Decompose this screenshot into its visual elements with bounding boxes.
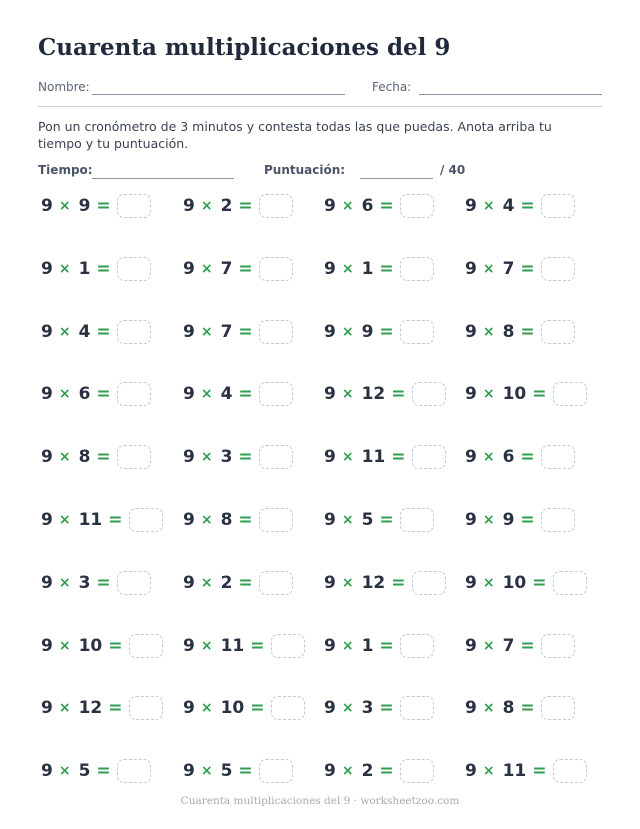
multiplicand: 9	[183, 761, 195, 782]
multiply-sign: ×	[58, 512, 71, 528]
multiplier: 9	[361, 321, 374, 342]
answer-box[interactable]	[541, 508, 575, 532]
multiplier: 4	[502, 196, 515, 216]
multiplicand: 9	[41, 447, 53, 468]
multiply-sign: ×	[482, 512, 495, 528]
multiplier: 12	[361, 572, 386, 593]
multiply-sign: ×	[58, 323, 71, 340]
multiplicand: 9	[465, 321, 477, 342]
equals-sign: =	[108, 510, 123, 530]
equals-sign: =	[96, 321, 111, 342]
multiply-sign: ×	[200, 449, 213, 466]
time-line[interactable]	[92, 178, 234, 179]
problem-item	[41, 381, 151, 407]
problem-item	[183, 695, 305, 721]
equals-sign: =	[238, 447, 253, 468]
multiplicand: 9	[465, 258, 477, 279]
multiplier: 10	[78, 635, 103, 656]
equals-sign: =	[520, 196, 535, 216]
equals-sign: =	[108, 698, 123, 719]
answer-box[interactable]	[541, 320, 575, 344]
multiply-sign: ×	[482, 260, 495, 277]
equals-sign: =	[238, 196, 253, 216]
equals-sign: =	[96, 761, 111, 782]
equals-sign: =	[96, 196, 111, 216]
multiply-sign: ×	[58, 700, 71, 717]
date-label: Fecha:	[372, 80, 412, 94]
multiply-sign: ×	[58, 574, 71, 591]
multiplier: 8	[502, 698, 515, 719]
multiplicand: 9	[183, 510, 195, 530]
multiply-sign: ×	[58, 386, 71, 403]
problem-item	[41, 256, 151, 282]
multiplier: 8	[220, 510, 233, 530]
multiplicand: 9	[41, 321, 53, 342]
equals-sign: =	[379, 258, 394, 279]
multiplicand: 9	[41, 384, 53, 405]
answer-box[interactable]	[541, 445, 575, 469]
multiply-sign: ×	[58, 449, 71, 466]
equals-sign: =	[391, 384, 406, 405]
problem-item	[183, 256, 293, 282]
multiplier: 7	[502, 635, 515, 656]
multiply-sign: ×	[482, 449, 495, 466]
multiply-sign: ×	[341, 763, 354, 780]
equals-sign: =	[238, 572, 253, 593]
multiplier: 9	[78, 196, 91, 216]
equals-sign: =	[96, 447, 111, 468]
problem-item	[41, 633, 163, 659]
score-line[interactable]	[360, 178, 433, 179]
multiplier: 4	[220, 384, 233, 405]
multiplicand: 9	[324, 258, 336, 279]
multiply-sign: ×	[482, 637, 495, 654]
multiplicand: 9	[324, 447, 336, 468]
equals-sign: =	[96, 258, 111, 279]
multiplier: 5	[220, 761, 233, 782]
multiply-sign: ×	[482, 574, 495, 591]
answer-box[interactable]	[412, 382, 446, 406]
multiplier: 2	[220, 196, 233, 216]
answer-box[interactable]	[553, 571, 587, 595]
multiplier: 8	[78, 447, 91, 468]
multiplicand: 9	[183, 698, 195, 719]
problem-item	[324, 381, 446, 407]
multiplier: 5	[361, 510, 374, 530]
answer-box[interactable]	[259, 445, 293, 469]
answer-box[interactable]	[117, 445, 151, 469]
multiply-sign: ×	[200, 763, 213, 780]
multiplicand: 9	[324, 510, 336, 530]
page-title: Cuarenta multiplicaciones del 9	[38, 34, 451, 61]
multiplicand: 9	[465, 698, 477, 719]
equals-sign: =	[520, 321, 535, 342]
equals-sign: =	[238, 384, 253, 405]
multiplicand: 9	[183, 447, 195, 468]
time-label: Tiempo:	[38, 163, 93, 177]
multiply-sign: ×	[341, 198, 354, 214]
multiplier: 7	[502, 258, 515, 279]
problem-item	[465, 758, 587, 784]
problem-item	[324, 695, 434, 721]
multiply-sign: ×	[58, 763, 71, 780]
multiply-sign: ×	[200, 512, 213, 528]
problem-item	[41, 507, 163, 533]
date-line[interactable]	[419, 94, 602, 95]
answer-box[interactable]	[412, 445, 446, 469]
multiplier: 7	[220, 258, 233, 279]
multiplier: 2	[220, 572, 233, 593]
answer-box[interactable]	[271, 634, 305, 658]
multiplicand: 9	[465, 761, 477, 782]
answer-box[interactable]	[259, 382, 293, 406]
problem-item	[183, 570, 293, 596]
equals-sign: =	[250, 635, 265, 656]
answer-box[interactable]	[117, 571, 151, 595]
multiplier: 1	[361, 258, 374, 279]
multiplier: 3	[78, 572, 91, 593]
equals-sign: =	[379, 761, 394, 782]
answer-box[interactable]	[259, 194, 293, 218]
answer-box[interactable]	[400, 508, 434, 532]
multiplicand: 9	[324, 698, 336, 719]
multiplier: 10	[502, 384, 527, 405]
answer-box[interactable]	[541, 194, 575, 218]
problem-item	[465, 193, 575, 219]
multiplicand: 9	[41, 698, 53, 719]
multiplicand: 9	[41, 258, 53, 279]
answer-box[interactable]	[259, 320, 293, 344]
multiplier: 7	[220, 321, 233, 342]
multiplier: 11	[220, 635, 245, 656]
multiplier: 8	[502, 321, 515, 342]
problem-item	[465, 507, 575, 533]
problem-item	[324, 193, 434, 219]
problem-item	[183, 633, 305, 659]
problem-item	[41, 193, 151, 219]
equals-sign: =	[96, 572, 111, 593]
name-line[interactable]	[92, 94, 345, 95]
multiplier: 3	[220, 447, 233, 468]
multiplier: 4	[78, 321, 91, 342]
multiply-sign: ×	[341, 512, 354, 528]
multiplicand: 9	[324, 321, 336, 342]
answer-box[interactable]	[400, 194, 434, 218]
multiplicand: 9	[183, 258, 195, 279]
problem-item	[41, 444, 151, 470]
multiply-sign: ×	[482, 323, 495, 340]
equals-sign: =	[238, 510, 253, 530]
equals-sign: =	[391, 572, 406, 593]
answer-box[interactable]	[400, 320, 434, 344]
problem-item	[324, 507, 434, 533]
problem-item	[324, 319, 434, 345]
multiplicand: 9	[183, 635, 195, 656]
answer-box[interactable]	[541, 634, 575, 658]
multiplicand: 9	[324, 761, 336, 782]
answer-box[interactable]	[541, 696, 575, 720]
multiply-sign: ×	[482, 763, 495, 780]
multiplier: 3	[361, 698, 374, 719]
multiply-sign: ×	[58, 637, 71, 654]
answer-box[interactable]	[553, 382, 587, 406]
multiplier: 6	[361, 196, 374, 216]
problem-item	[465, 256, 575, 282]
answer-box[interactable]	[117, 194, 151, 218]
multiply-sign: ×	[200, 574, 213, 591]
answer-box[interactable]	[271, 696, 305, 720]
multiplicand: 9	[41, 635, 53, 656]
equals-sign: =	[379, 196, 394, 216]
problem-item	[465, 381, 587, 407]
answer-box[interactable]	[117, 257, 151, 281]
problem-item	[324, 256, 434, 282]
answer-box[interactable]	[129, 696, 163, 720]
multiplicand: 9	[183, 572, 195, 593]
equals-sign: =	[520, 635, 535, 656]
equals-sign: =	[520, 510, 535, 530]
multiplier: 10	[220, 698, 245, 719]
multiplier: 2	[361, 761, 374, 782]
multiply-sign: ×	[341, 386, 354, 403]
equals-sign: =	[391, 447, 406, 468]
multiply-sign: ×	[341, 260, 354, 277]
instructions: Pon un cronómetro de 3 minutos y contesta todas las que puedas. Anota arriba tu tiempo y tu puntuación.	[38, 119, 552, 151]
equals-sign: =	[520, 698, 535, 719]
equals-sign: =	[108, 635, 123, 656]
answer-box[interactable]	[117, 320, 151, 344]
answer-box[interactable]	[400, 634, 434, 658]
multiplier: 11	[78, 510, 103, 530]
multiplicand: 9	[324, 384, 336, 405]
problem-item	[183, 758, 293, 784]
multiplier: 10	[502, 572, 527, 593]
multiplicand: 9	[183, 384, 195, 405]
answer-box[interactable]	[259, 508, 293, 532]
multiply-sign: ×	[341, 574, 354, 591]
multiply-sign: ×	[482, 198, 495, 214]
problem-item	[183, 381, 293, 407]
answer-box[interactable]	[412, 571, 446, 595]
multiplier: 9	[502, 510, 515, 530]
problem-item	[324, 444, 446, 470]
multiplicand: 9	[324, 635, 336, 656]
multiplicand: 9	[324, 572, 336, 593]
multiply-sign: ×	[482, 700, 495, 717]
answer-box[interactable]	[117, 759, 151, 783]
multiplicand: 9	[465, 510, 477, 530]
footer: Cuarenta multiplicaciones del 9 · worksheetzoo.com	[180, 795, 460, 807]
problem-item	[465, 695, 575, 721]
equals-sign: =	[520, 258, 535, 279]
multiply-sign: ×	[482, 386, 495, 403]
multiply-sign: ×	[341, 323, 354, 340]
multiplier: 1	[78, 258, 91, 279]
problem-item	[41, 758, 151, 784]
multiply-sign: ×	[341, 637, 354, 654]
multiplicand: 9	[465, 635, 477, 656]
answer-box[interactable]	[259, 759, 293, 783]
multiply-sign: ×	[200, 700, 213, 717]
multiplier: 12	[361, 384, 386, 405]
problem-item	[41, 570, 151, 596]
multiply-sign: ×	[200, 386, 213, 403]
name-label: Nombre:	[38, 80, 90, 94]
answer-box[interactable]	[541, 257, 575, 281]
multiplicand: 9	[465, 447, 477, 468]
answer-box[interactable]	[553, 759, 587, 783]
problem-item	[41, 695, 163, 721]
score-total: / 40	[440, 163, 466, 177]
multiplicand: 9	[183, 321, 195, 342]
multiplicand: 9	[183, 196, 195, 216]
multiplicand: 9	[465, 572, 477, 593]
problem-item	[465, 633, 575, 659]
equals-sign: =	[532, 761, 547, 782]
problem-item	[183, 507, 293, 533]
multiply-sign: ×	[200, 198, 213, 214]
multiply-sign: ×	[200, 260, 213, 277]
equals-sign: =	[379, 321, 394, 342]
multiplier: 1	[361, 635, 374, 656]
problem-item	[41, 319, 151, 345]
header-divider	[38, 106, 602, 107]
problem-item	[465, 444, 575, 470]
multiplier: 6	[78, 384, 91, 405]
problem-item	[324, 570, 446, 596]
answer-box[interactable]	[129, 634, 163, 658]
equals-sign: =	[520, 447, 535, 468]
multiply-sign: ×	[341, 449, 354, 466]
equals-sign: =	[379, 698, 394, 719]
answer-box[interactable]	[400, 759, 434, 783]
equals-sign: =	[96, 384, 111, 405]
answer-box[interactable]	[259, 257, 293, 281]
problem-item	[183, 319, 293, 345]
equals-sign: =	[238, 321, 253, 342]
answer-box[interactable]	[117, 382, 151, 406]
equals-sign: =	[532, 572, 547, 593]
equals-sign: =	[379, 635, 394, 656]
multiplier: 11	[502, 761, 527, 782]
problem-item	[465, 319, 575, 345]
equals-sign: =	[379, 510, 394, 530]
multiply-sign: ×	[200, 323, 213, 340]
multiplicand: 9	[41, 196, 53, 216]
score-label: Puntuación:	[264, 163, 346, 177]
multiply-sign: ×	[200, 637, 213, 654]
equals-sign: =	[250, 698, 265, 719]
multiplier: 6	[502, 447, 515, 468]
multiplier: 5	[78, 761, 91, 782]
problem-item	[324, 633, 434, 659]
multiply-sign: ×	[58, 260, 71, 277]
multiplicand: 9	[41, 510, 53, 530]
multiplier: 12	[78, 698, 103, 719]
multiplicand: 9	[465, 384, 477, 405]
answer-box[interactable]	[259, 571, 293, 595]
problem-item	[183, 193, 293, 219]
equals-sign: =	[532, 384, 547, 405]
answer-box[interactable]	[400, 257, 434, 281]
answer-box[interactable]	[400, 696, 434, 720]
multiply-sign: ×	[341, 700, 354, 717]
multiply-sign: ×	[58, 198, 71, 214]
problem-item	[465, 570, 587, 596]
multiplicand: 9	[324, 196, 336, 216]
multiplicand: 9	[41, 572, 53, 593]
equals-sign: =	[238, 258, 253, 279]
multiplicand: 9	[465, 196, 477, 216]
multiplier: 11	[361, 447, 386, 468]
multiplicand: 9	[41, 761, 53, 782]
equals-sign: =	[238, 761, 253, 782]
answer-box[interactable]	[129, 508, 163, 532]
problem-item	[183, 444, 293, 470]
problem-item	[324, 758, 434, 784]
